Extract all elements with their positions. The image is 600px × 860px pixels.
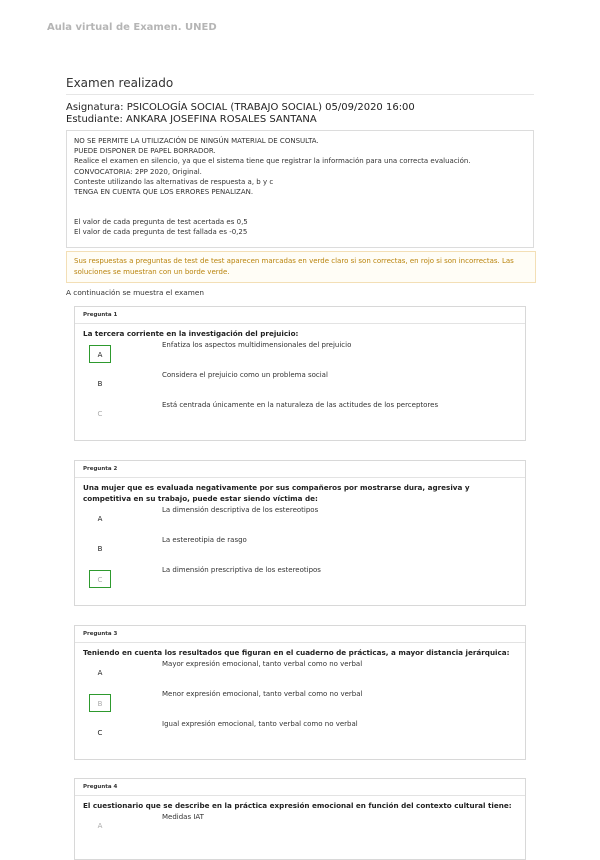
student-line: Estudiante: ANKARA JOSEFINA ROSALES SANTANA (66, 114, 317, 125)
option-text: Enfatiza los aspectos multidimensionales del prejuicio (162, 341, 352, 349)
instruction-line: TENGA EN CUENTA QUE LOS ERRORES PENALIZAN. (74, 188, 254, 197)
instructions-box (66, 130, 534, 248)
question-header: Pregunta 2 (75, 461, 525, 478)
option-letter: C (89, 570, 111, 588)
answer-option[interactable] (75, 506, 525, 530)
answer-option[interactable] (75, 401, 525, 425)
answer-option[interactable] (75, 341, 525, 365)
answer-option[interactable] (75, 371, 525, 395)
instruction-line: Realice el examen en silencio, ya que el sistema tiene que registrar la información para una correcta evaluación. (74, 157, 471, 166)
subject-line: Asignatura: PSICOLOGÍA SOCIAL (TRABAJO SOCIAL) 05/09/2020 16:00 (66, 102, 415, 113)
question-card (74, 625, 526, 760)
instruction-line: Conteste utilizando las alternativas de respuesta a, b y c (74, 177, 274, 186)
results-legend-alert: Sus respuestas a preguntas de test de test aparecen marcadas en verde claro si son correctas, en rojo si son incorrectas. Las soluciones se muestran con un borde verde. (66, 251, 536, 283)
question-text: Una mujer que es evaluada negativamente por sus compañeros por mostrarse dura, agresiva y competitiva en su trabajo, puede estar siendo víctima de: (83, 483, 470, 503)
exam-info (66, 102, 415, 126)
question-card (74, 460, 526, 606)
option-letter: C (97, 729, 103, 737)
option-text: Medidas IAT (162, 813, 204, 821)
score-line: El valor de cada pregunta de test acertada es 0,5 (74, 218, 248, 227)
question-card (74, 306, 526, 441)
option-letter: A (89, 345, 111, 363)
option-text: Igual expresión emocional, tanto verbal como no verbal (162, 720, 358, 728)
question-text: La tercera corriente en la investigación del prejuicio: (83, 329, 299, 338)
page-title: Examen realizado (66, 76, 534, 95)
option-letter: A (97, 515, 103, 523)
option-text: Está centrada únicamente en la naturaleza de las actitudes de los perceptores (162, 401, 439, 409)
option-text: Menor expresión emocional, tanto verbal como no verbal (162, 690, 363, 698)
instruction-line: CONVOCATORIA: 2PP 2020, Original. (74, 167, 202, 176)
option-text: Considera el prejuicio como un problema social (162, 371, 328, 379)
option-text: Mayor expresión emocional, tanto verbal como no verbal (162, 660, 363, 668)
answer-option[interactable] (75, 566, 525, 590)
answer-option[interactable] (75, 660, 525, 684)
question-text: Teniendo en cuenta los resultados que figuran en el cuaderno de prácticas, a mayor distancia jerárquica: (83, 648, 510, 657)
instruction-line: PUEDE DISPONER DE PAPEL BORRADOR. (74, 147, 216, 156)
question-header: Pregunta 1 (75, 307, 525, 324)
option-text: La dimensión prescriptiva de los estereotipos (162, 566, 321, 574)
option-letter: B (97, 380, 103, 388)
site-header: Aula virtual de Examen. UNED (47, 22, 217, 33)
answer-option[interactable] (75, 536, 525, 560)
answer-option[interactable] (75, 813, 525, 837)
question-header: Pregunta 4 (75, 779, 525, 796)
answer-option[interactable] (75, 720, 525, 744)
option-text: La dimensión descriptiva de los estereotipos (162, 506, 319, 514)
option-letter: B (89, 694, 111, 712)
option-text: La estereotipia de rasgo (162, 536, 247, 544)
intro-text: A continuación se muestra el examen (66, 288, 204, 297)
answer-option[interactable] (75, 690, 525, 714)
option-letter: C (97, 410, 103, 418)
question-text: El cuestionario que se describe en la práctica expresión emocional en función del contexto cultural tiene: (83, 801, 512, 810)
option-letter: B (97, 545, 103, 553)
option-letter: A (97, 669, 103, 677)
question-header: Pregunta 3 (75, 626, 525, 643)
score-line: El valor de cada pregunta de test fallada es -0,25 (74, 228, 248, 237)
option-letter: A (97, 822, 103, 830)
instruction-line: NO SE PERMITE LA UTILIZACIÓN DE NINGÚN MATERIAL DE CONSULTA. (74, 137, 319, 145)
